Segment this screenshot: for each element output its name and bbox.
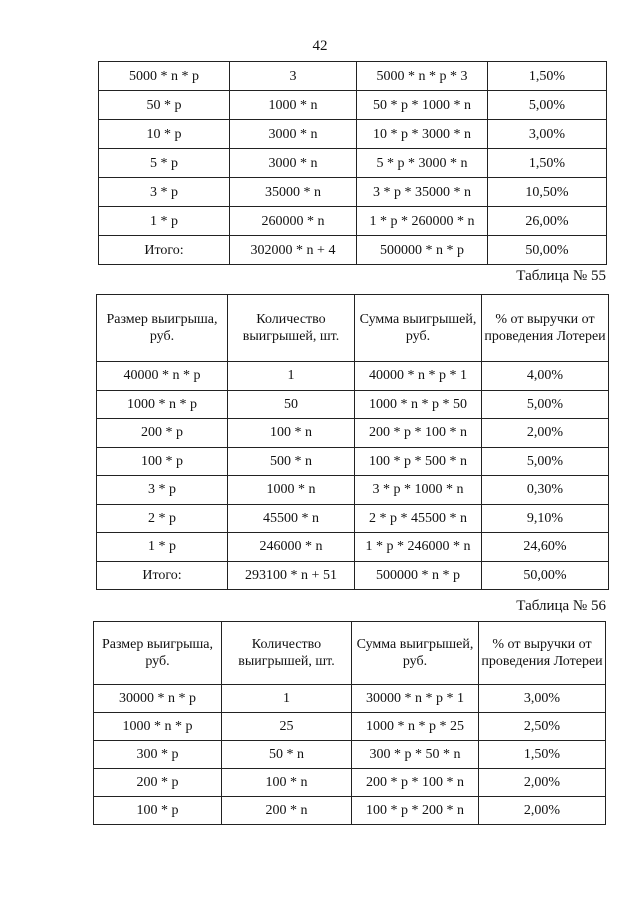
cell-prize-sum: 5 * p * 3000 * n	[357, 149, 488, 178]
table-row	[99, 178, 607, 207]
column-header-prize-size: Размер выигрыша, руб.	[97, 295, 228, 362]
table-55-caption: Таблица № 55	[516, 268, 606, 284]
cell-prize-size: 5 * p	[99, 149, 230, 178]
cell-prize-size: 50 * p	[99, 91, 230, 120]
cell-prize-sum: 500000 * n * p	[355, 561, 482, 590]
cell-prize-size: 5000 * n * p	[99, 62, 230, 91]
cell-revenue-percent: 10,50%	[488, 178, 607, 207]
cell-prize-size: 200 * p	[97, 419, 228, 448]
cell-prize-size: Итого:	[97, 561, 228, 590]
cell-prize-size: 3 * p	[97, 476, 228, 505]
column-header-prize-count: Количество выигрышей, шт.	[228, 295, 355, 362]
cell-revenue-percent: 3,00%	[479, 685, 606, 713]
cell-prize-count: 260000 * n	[230, 207, 357, 236]
cell-prize-size: 100 * p	[97, 447, 228, 476]
cell-revenue-percent: 50,00%	[488, 236, 607, 265]
prize-table-55	[96, 294, 609, 590]
cell-prize-sum: 1000 * n * p * 25	[352, 713, 479, 741]
cell-prize-count: 200 * n	[222, 797, 352, 825]
cell-revenue-percent: 26,00%	[488, 207, 607, 236]
cell-prize-sum: 10 * p * 3000 * n	[357, 120, 488, 149]
table-header-row	[94, 622, 606, 685]
cell-prize-count: 1	[228, 362, 355, 391]
cell-prize-sum: 200 * p * 100 * n	[355, 419, 482, 448]
cell-prize-sum: 300 * p * 50 * n	[352, 741, 479, 769]
cell-prize-count: 1000 * n	[230, 91, 357, 120]
cell-prize-count: 293100 * n + 51	[228, 561, 355, 590]
cell-prize-sum: 200 * p * 100 * n	[352, 769, 479, 797]
cell-prize-count: 25	[222, 713, 352, 741]
cell-prize-sum: 1 * p * 246000 * n	[355, 533, 482, 562]
table-row	[94, 741, 606, 769]
prize-table-55-body	[97, 362, 609, 590]
table-row	[94, 769, 606, 797]
cell-prize-sum: 1000 * n * p * 50	[355, 390, 482, 419]
cell-prize-sum: 5000 * n * p * 3	[357, 62, 488, 91]
table-row	[99, 120, 607, 149]
cell-revenue-percent: 4,00%	[482, 362, 609, 391]
table-row	[97, 561, 609, 590]
cell-revenue-percent: 2,00%	[479, 769, 606, 797]
cell-prize-sum: 3 * p * 35000 * n	[357, 178, 488, 207]
cell-prize-size: 200 * p	[94, 769, 222, 797]
cell-prize-count: 1000 * n	[228, 476, 355, 505]
table-row	[94, 797, 606, 825]
table-row	[97, 533, 609, 562]
cell-prize-size: 3 * p	[99, 178, 230, 207]
column-header-prize-size: Размер выигрыша, руб.	[94, 622, 222, 685]
cell-revenue-percent: 9,10%	[482, 504, 609, 533]
table-header-row	[97, 295, 609, 362]
column-header-revenue-percent: % от выручки от проведения Лотереи	[479, 622, 606, 685]
cell-revenue-percent: 2,50%	[479, 713, 606, 741]
cell-revenue-percent: 24,60%	[482, 533, 609, 562]
prize-table-continued	[98, 61, 607, 265]
column-header-prize-count: Количество выигрышей, шт.	[222, 622, 352, 685]
cell-revenue-percent: 3,00%	[488, 120, 607, 149]
cell-prize-size: 1000 * n * p	[97, 390, 228, 419]
cell-prize-count: 1	[222, 685, 352, 713]
cell-prize-count: 3000 * n	[230, 120, 357, 149]
cell-prize-size: 10 * p	[99, 120, 230, 149]
cell-revenue-percent: 1,50%	[479, 741, 606, 769]
table-row	[94, 685, 606, 713]
cell-prize-size: 30000 * n * p	[94, 685, 222, 713]
cell-prize-sum: 100 * p * 200 * n	[352, 797, 479, 825]
table-row	[94, 713, 606, 741]
table-row	[99, 91, 607, 120]
cell-prize-sum: 2 * p * 45500 * n	[355, 504, 482, 533]
cell-revenue-percent: 0,30%	[482, 476, 609, 505]
prize-table-56-body	[94, 685, 606, 825]
table-row	[97, 390, 609, 419]
cell-prize-size: 1 * p	[97, 533, 228, 562]
cell-revenue-percent: 5,00%	[482, 390, 609, 419]
table-row	[97, 419, 609, 448]
cell-prize-count: 50	[228, 390, 355, 419]
cell-revenue-percent: 50,00%	[482, 561, 609, 590]
cell-revenue-percent: 5,00%	[488, 91, 607, 120]
cell-revenue-percent: 2,00%	[482, 419, 609, 448]
prize-table-56	[93, 621, 606, 825]
table-56-caption: Таблица № 56	[516, 598, 606, 614]
column-header-revenue-percent: % от выручки от проведения Лотереи	[482, 295, 609, 362]
cell-prize-sum: 3 * p * 1000 * n	[355, 476, 482, 505]
cell-prize-count: 302000 * n + 4	[230, 236, 357, 265]
prize-table-continued-body	[99, 62, 607, 265]
table-row	[97, 362, 609, 391]
cell-prize-count: 100 * n	[222, 769, 352, 797]
table-row	[97, 476, 609, 505]
page-number: 42	[312, 38, 328, 54]
table-row	[97, 447, 609, 476]
cell-revenue-percent: 1,50%	[488, 62, 607, 91]
cell-prize-size: Итого:	[99, 236, 230, 265]
cell-prize-count: 3000 * n	[230, 149, 357, 178]
cell-revenue-percent: 5,00%	[482, 447, 609, 476]
cell-prize-sum: 100 * p * 500 * n	[355, 447, 482, 476]
cell-prize-sum: 30000 * n * p * 1	[352, 685, 479, 713]
cell-revenue-percent: 1,50%	[488, 149, 607, 178]
column-header-prize-sum: Сумма выигрышей, руб.	[355, 295, 482, 362]
cell-prize-sum: 1 * p * 260000 * n	[357, 207, 488, 236]
cell-prize-sum: 500000 * n * p	[357, 236, 488, 265]
table-row	[99, 149, 607, 178]
cell-prize-count: 50 * n	[222, 741, 352, 769]
cell-prize-size: 2 * p	[97, 504, 228, 533]
cell-prize-count: 246000 * n	[228, 533, 355, 562]
table-row	[99, 62, 607, 91]
cell-prize-size: 100 * p	[94, 797, 222, 825]
cell-prize-count: 35000 * n	[230, 178, 357, 207]
cell-revenue-percent: 2,00%	[479, 797, 606, 825]
cell-prize-size: 40000 * n * p	[97, 362, 228, 391]
table-row	[99, 236, 607, 265]
cell-prize-sum: 40000 * n * p * 1	[355, 362, 482, 391]
cell-prize-size: 1000 * n * p	[94, 713, 222, 741]
column-header-prize-sum: Сумма выигрышей, руб.	[352, 622, 479, 685]
cell-prize-count: 100 * n	[228, 419, 355, 448]
table-row	[97, 504, 609, 533]
table-row	[99, 207, 607, 236]
cell-prize-size: 1 * p	[99, 207, 230, 236]
cell-prize-sum: 50 * p * 1000 * n	[357, 91, 488, 120]
cell-prize-count: 45500 * n	[228, 504, 355, 533]
cell-prize-count: 500 * n	[228, 447, 355, 476]
cell-prize-count: 3	[230, 62, 357, 91]
cell-prize-size: 300 * p	[94, 741, 222, 769]
